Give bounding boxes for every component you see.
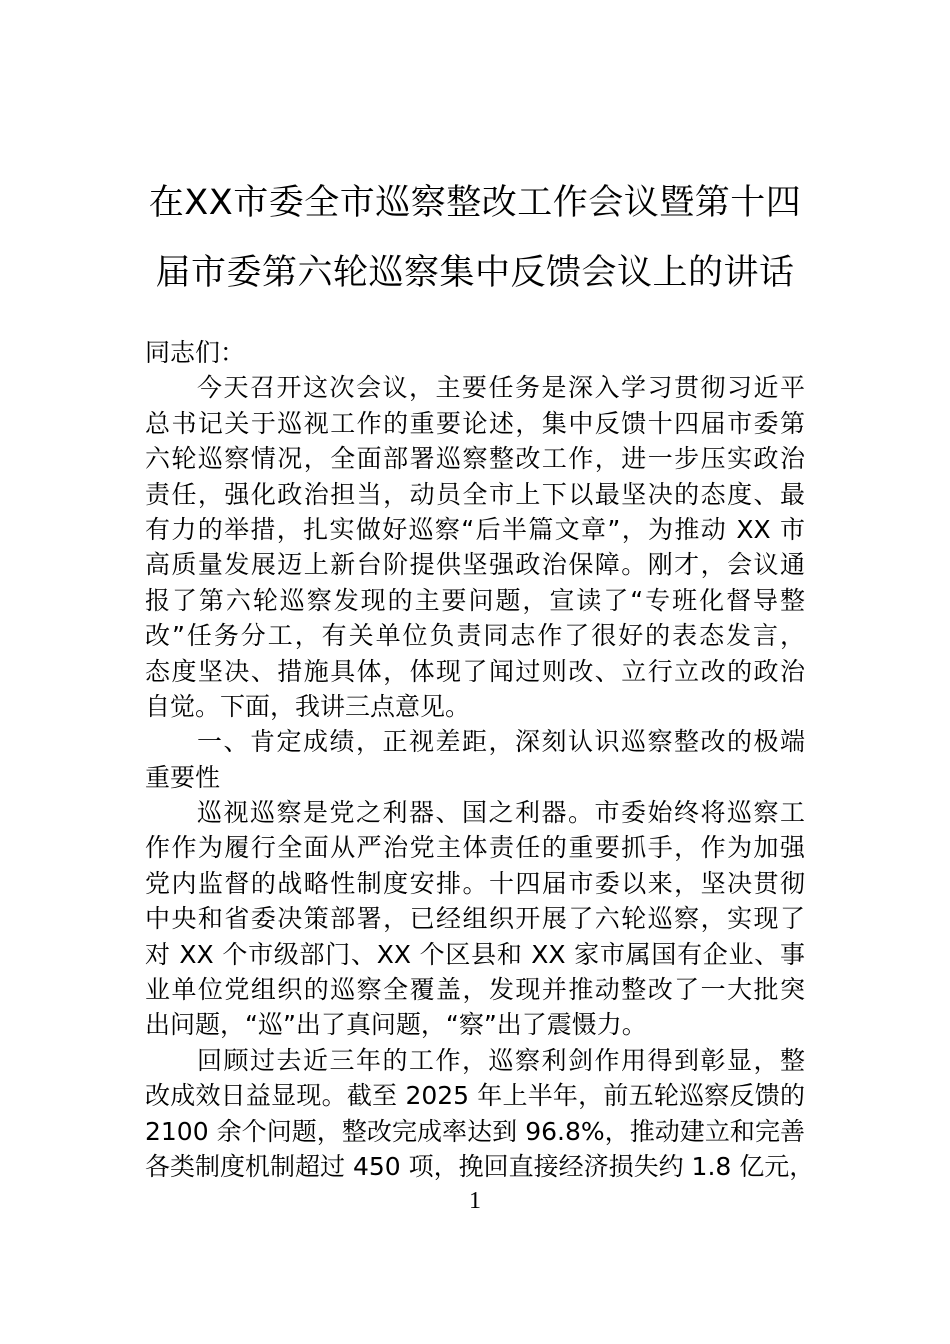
text-line: 态度坚决、措施具体，体现了闻过则改、立行立改的政治 (145, 656, 805, 686)
title-line: 届市委第六轮巡察集中反馈会议上的讲话 (155, 253, 795, 293)
text-line: 高质量发展迈上新台阶提供坚强政治保障。刚才，会议通 (145, 550, 805, 580)
text-line: 回顾过去近三年的工作，巡察利剑作用得到彰显，整 (197, 1045, 805, 1075)
text-line: 改”任务分工，有关单位负责同志作了很好的表态发言， (145, 621, 805, 651)
document-title (120, 168, 830, 308)
page-number: 1 (469, 1188, 481, 1214)
text-line: 同志们： (145, 338, 246, 367)
text-line: 巡视巡察是党之利器、国之利器。市委始终将巡察工 (197, 798, 805, 828)
text-line: 六轮巡察情况，全面部署巡察整改工作，进一步压实政治 (145, 444, 805, 474)
text-line: 责任，强化政治担当，动员全市上下以最坚决的态度、最 (145, 479, 805, 509)
paragraph (145, 795, 805, 1043)
text-line: 重要性 (145, 762, 221, 792)
document-body (145, 335, 815, 1184)
text-line: 报了第六轮巡察发现的主要问题，宣读了“专班化督导整 (145, 585, 805, 615)
text-line: 一、肯定成绩，正视差距，深刻认识巡察整改的极端 (197, 727, 805, 757)
paragraph (145, 724, 805, 795)
text-line: 党内监督的战略性制度安排。十四届市委以来，坚决贯彻 (145, 868, 805, 898)
title-line: 在XX市委全市巡察整改工作会议暨第十四 (148, 183, 802, 223)
text-line: 业单位党组织的巡察全覆盖，发现并推动整改了一大批突 (145, 975, 805, 1005)
text-line: 2100 余个问题，整改完成率达到 96.8%，推动建立和完善 (145, 1116, 805, 1146)
paragraph (145, 335, 805, 370)
paragraph (145, 370, 805, 724)
text-line: 改成效日益显现。截至 2025 年上半年，前五轮巡察反馈的 (145, 1081, 805, 1111)
text-line: 自觉。下面，我讲三点意见。 (145, 691, 471, 721)
text-line: 总书记关于巡视工作的重要论述，集中反馈十四届市委第 (145, 408, 805, 438)
text-line: 有力的举措，扎实做好巡察“后半篇文章”，为推动 XX 市 (145, 514, 805, 544)
text-line: 今天召开这次会议，主要任务是深入学习贯彻习近平 (197, 373, 805, 403)
text-line: 出问题，“巡”出了真问题，“察”出了震慑力。 (145, 1010, 647, 1040)
text-line: 中央和省委决策部署，已经组织开展了六轮巡察，实现了 (145, 904, 805, 934)
paragraph (145, 1043, 815, 1185)
text-line: 各类制度机制超过 450 项，挽回直接经济损失约 1.8 亿元， (145, 1151, 815, 1181)
text-line: 对 XX 个市级部门、XX 个区县和 XX 家市属国有企业、事 (145, 939, 805, 969)
text-line: 作作为履行全面从严治党主体责任的重要抓手，作为加强 (145, 833, 805, 863)
